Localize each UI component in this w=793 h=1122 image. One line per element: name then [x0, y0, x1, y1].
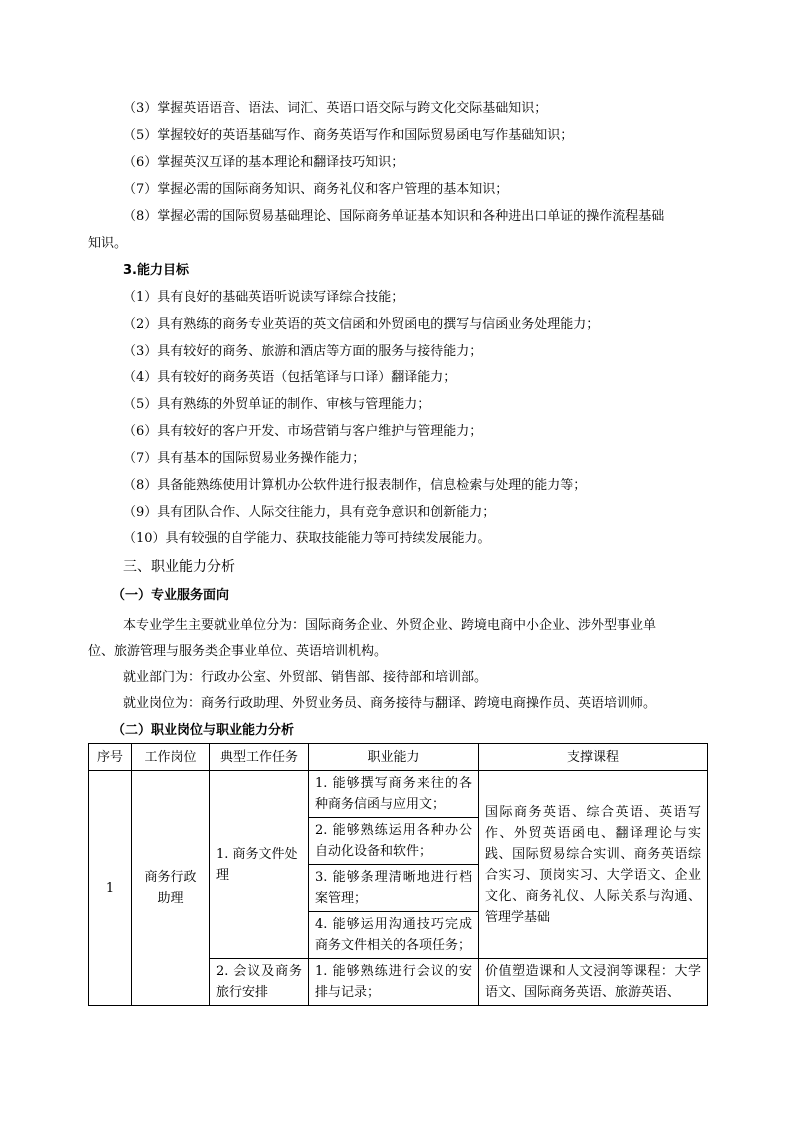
cell-post: 商务行政助理	[132, 771, 210, 1006]
ability-item-6: （6）具有较好的客户开发、市场营销与客户维护与管理能力；	[123, 424, 483, 439]
cell-ability-task-2: 1. 能够熟练进行会议的安排与记录；	[309, 959, 479, 1006]
ability-item-5: （5）具有熟练的外贸单证的制作、审核与管理能力；	[123, 397, 431, 412]
employment-units-line-1: 本专业学生主要就业单位分为：国际商务企业、外贸企业、跨境电商中小企业、涉外型事业单	[123, 618, 657, 633]
subsection-2-heading: （二）职业岗位与职业能力分析	[112, 723, 295, 738]
ability-item-1: （1）具有良好的基础英语听说读写译综合技能；	[123, 290, 405, 305]
cell-task-2: 2. 会议及商务旅行安排	[210, 959, 309, 1006]
cell-courses-1: 国际商务英语、综合英语、英语写作、外贸英语函电、翻译理论与实践、国际贸易综合实训、商务英语综合实习、顶岗实习、大学语文、企业文化、商务礼仪、人际关系与沟通、管理学基础	[479, 771, 708, 959]
section-3-heading: 三、职业能力分析	[123, 559, 235, 575]
cell-courses-2: 价值塑造课和人文浸润等课程：大学语文、国际商务英语、旅游英语、	[479, 959, 708, 1006]
employment-posts: 就业岗位为：商务行政助理、外贸业务员、商务接待与翻译、跨境电商操作员、英语培训师。	[123, 696, 657, 711]
header-no: 序号	[89, 744, 132, 771]
ability-item-7: （7）具有基本的国际贸易业务操作能力；	[123, 451, 366, 466]
table-row	[89, 771, 708, 818]
ability-item-9: （9）具有团队合作、人际交往能力，具有竞争意识和创新能力；	[123, 505, 496, 520]
ability-item-4: （4）具有较好的商务英语（包括笔译与口译）翻译能力；	[123, 370, 457, 385]
ability-heading: 3.能力目标	[123, 263, 189, 278]
knowledge-item-3: （3）掌握英语语音、语法、词汇、英语口语交际与跨文化交际基础知识；	[123, 101, 548, 116]
ability-item-2: （2）具有熟练的商务专业英语的英文信函和外贸函电的撰写与信函业务处理能力；	[123, 317, 600, 332]
cell-ability-1: 1. 能够撰写商务来往的各种商务信函与应用文；	[309, 771, 479, 818]
cell-ability-2: 2. 能够熟练运用各种办公自动化设备和软件；	[309, 818, 479, 865]
ability-item-8: （8）具备能熟练使用计算机办公软件进行报表制作，信息检索与处理的能力等；	[123, 478, 587, 493]
knowledge-item-6: （6）掌握英汉互译的基本理论和翻译技巧知识；	[123, 155, 405, 170]
cell-ability-3: 3. 能够条理清晰地进行档案管理；	[309, 865, 479, 912]
cell-task-1: 1. 商务文件处理	[210, 771, 309, 959]
cell-ability-4: 4. 能够运用沟通技巧完成商务文件相关的各项任务；	[309, 912, 479, 959]
knowledge-item-5: （5）掌握较好的英语基础写作、商务英语写作和国际贸易函电写作基础知识；	[123, 128, 574, 143]
employment-units-line-2: 位、旅游管理与服务类企事业单位、英语培训机构。	[88, 644, 388, 659]
ability-item-3: （3）具有较好的商务、旅游和酒店等方面的服务与接待能力；	[123, 344, 483, 359]
knowledge-item-8-cont: 知识。	[88, 236, 128, 251]
table-header-row	[89, 744, 708, 771]
header-task: 典型工作任务	[210, 744, 309, 771]
subsection-1-heading: （一）专业服务面向	[112, 588, 230, 603]
knowledge-item-8: （8）掌握必需的国际贸易基础理论、国际商务单证基本知识和各种进出口单证的操作流程基础	[123, 209, 665, 224]
header-courses: 支撑课程	[479, 744, 708, 771]
job-ability-table	[88, 743, 708, 1006]
ability-item-10: （10）具有较强的自学能力、获取技能能力等可持续发展能力。	[123, 531, 491, 546]
header-post: 工作岗位	[132, 744, 210, 771]
employment-departments: 就业部门为：行政办公室、外贸部、销售部、接待部和培训部。	[123, 670, 488, 685]
header-ability: 职业能力	[309, 744, 479, 771]
knowledge-item-7: （7）掌握必需的国际商务知识、商务礼仪和客户管理的基本知识；	[123, 182, 509, 197]
cell-no: 1	[89, 771, 132, 1006]
